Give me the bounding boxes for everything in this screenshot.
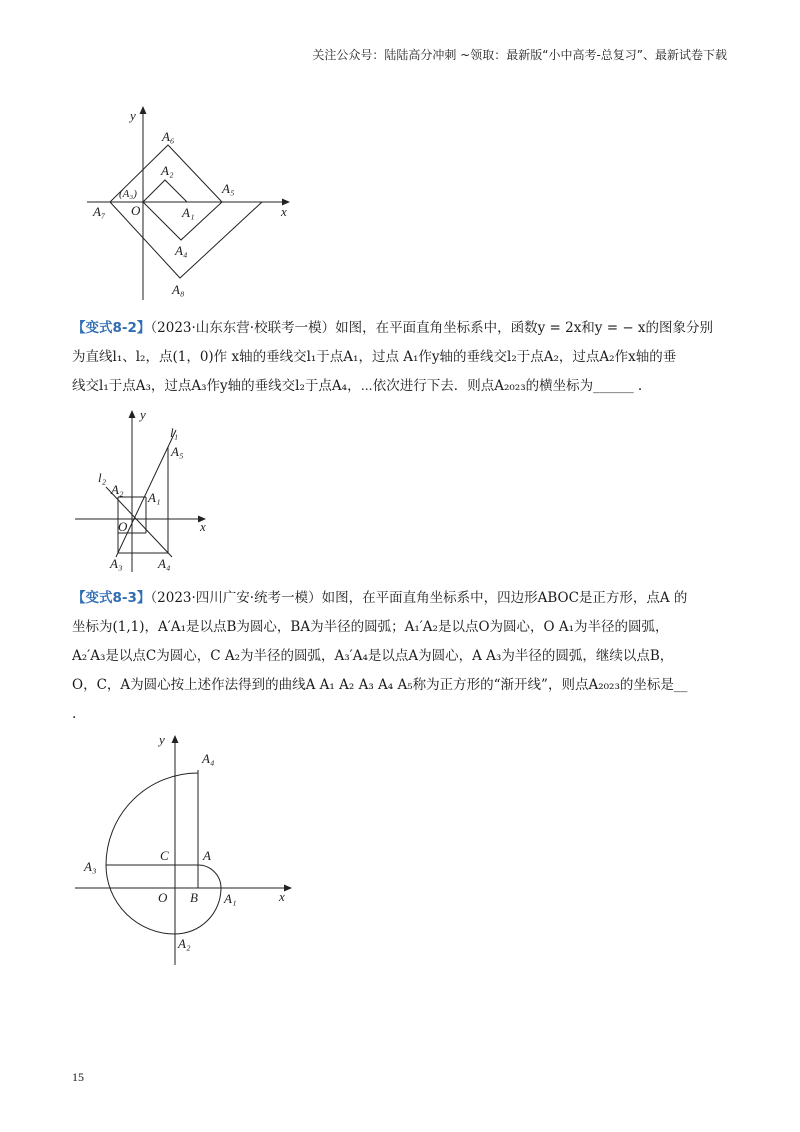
label-A: A bbox=[203, 848, 211, 863]
label-y: y bbox=[159, 732, 165, 747]
label-O: O bbox=[158, 890, 168, 905]
problem-8-3-line-5: . bbox=[72, 706, 77, 722]
problem-8-3-line-4: O，C，A为圆心按上述作法得到的曲线A A₁ A₂ A₃ A₄ A₅称为正方形的“渐开线”，则点A₂₀₂₃的坐标是__ bbox=[72, 677, 688, 693]
label-A8: A₈ bbox=[172, 282, 185, 297]
label-A4: A₄ bbox=[158, 556, 171, 571]
y-axis-arrow bbox=[140, 106, 147, 114]
label-A1: A₁ bbox=[224, 891, 237, 906]
label-A6: A₆ bbox=[162, 129, 175, 144]
label-l1: l₁ bbox=[170, 425, 179, 440]
problem-8-3-line-1 bbox=[72, 588, 732, 608]
label-A2: A₂ bbox=[111, 482, 124, 497]
label-O: O bbox=[131, 203, 141, 218]
label-A3: A₃ bbox=[84, 859, 97, 874]
y-axis-arrow bbox=[129, 410, 136, 418]
problem-8-2-line-1 bbox=[72, 318, 732, 338]
label-A5: A₅ bbox=[222, 181, 235, 196]
x-axis-arrow bbox=[284, 885, 292, 892]
label-A2: A₂ bbox=[161, 163, 174, 178]
label-A4: A₄ bbox=[202, 751, 215, 766]
label-l2: l₂ bbox=[98, 470, 107, 485]
label-x: x bbox=[200, 519, 206, 534]
label-x: x bbox=[279, 889, 285, 904]
problem-8-3-line-2: 坐标为(1,1)，A′A₁是以点B为圆心，BA为半径的圆弧；A₁′A₂是以点O为圆心，O A₁为半径的圆弧， bbox=[72, 619, 669, 635]
problem-8-2-line-2: 为直线l₁、l₂，点(1，0)作 x轴的垂线交l₁于点A₁，过点 A₁作y轴的垂线交l₂于点A₂，过点A₂作x轴的垂 bbox=[72, 349, 677, 365]
label-y: y bbox=[130, 108, 136, 123]
label-O: O bbox=[118, 519, 128, 534]
problem-8-2-text-1: （2023·山东东营·校联考一模）如图，在平面直角坐标系中，函数y = 2x和y = − x的图象分别 bbox=[150, 320, 714, 336]
page-header: 关注公众号：陆陆高分冲刺 ~领取：最新版“小中高考-总复习”、最新试卷下载 bbox=[312, 48, 727, 62]
line-l1 bbox=[116, 430, 176, 557]
y-axis-arrow bbox=[172, 735, 179, 743]
label-A2: A₂ bbox=[178, 936, 191, 951]
label-A3: (A₃) bbox=[119, 188, 137, 200]
label-A5: A₅ bbox=[171, 444, 184, 459]
figure-involute-square bbox=[70, 728, 300, 970]
label-y: y bbox=[140, 407, 146, 422]
problem-8-3-line-3: A₂′A₃是以点C为圆心，C A₂为半径的圆弧，A₃′A₄是以点A为圆心，A A₃为半径的圆弧，继续以点B， bbox=[72, 648, 674, 664]
label-x: x bbox=[281, 204, 287, 219]
label-A3: A₃ bbox=[110, 556, 123, 571]
label-A4: A₄ bbox=[175, 243, 188, 258]
figure-diamond-spiral bbox=[80, 100, 300, 305]
problem-8-3-tag: 【变式8-3】 bbox=[72, 590, 151, 606]
problem-8-2-line-3: 线交l₁于点A₃，过点A₃作y轴的垂线交l₂于点A₄，⋯依次进行下去．则点A₂₀₂₃的横坐标为______ . bbox=[72, 378, 643, 394]
problem-8-2-tag: 【变式8-2】 bbox=[72, 320, 151, 336]
figure-lines-l1-l2 bbox=[70, 402, 215, 577]
label-A1: A₁ bbox=[148, 490, 161, 505]
label-C: C bbox=[160, 848, 169, 863]
problem-8-3-text-1: （2023·四川广安·统考一模）如图，在平面直角坐标系中，四边形ABOC是正方形，点A 的 bbox=[150, 590, 688, 606]
page-number: 15 bbox=[72, 1070, 84, 1084]
label-B: B bbox=[190, 890, 198, 905]
label-A1: A₁ bbox=[182, 205, 195, 220]
label-A7: A₇ bbox=[93, 204, 106, 219]
